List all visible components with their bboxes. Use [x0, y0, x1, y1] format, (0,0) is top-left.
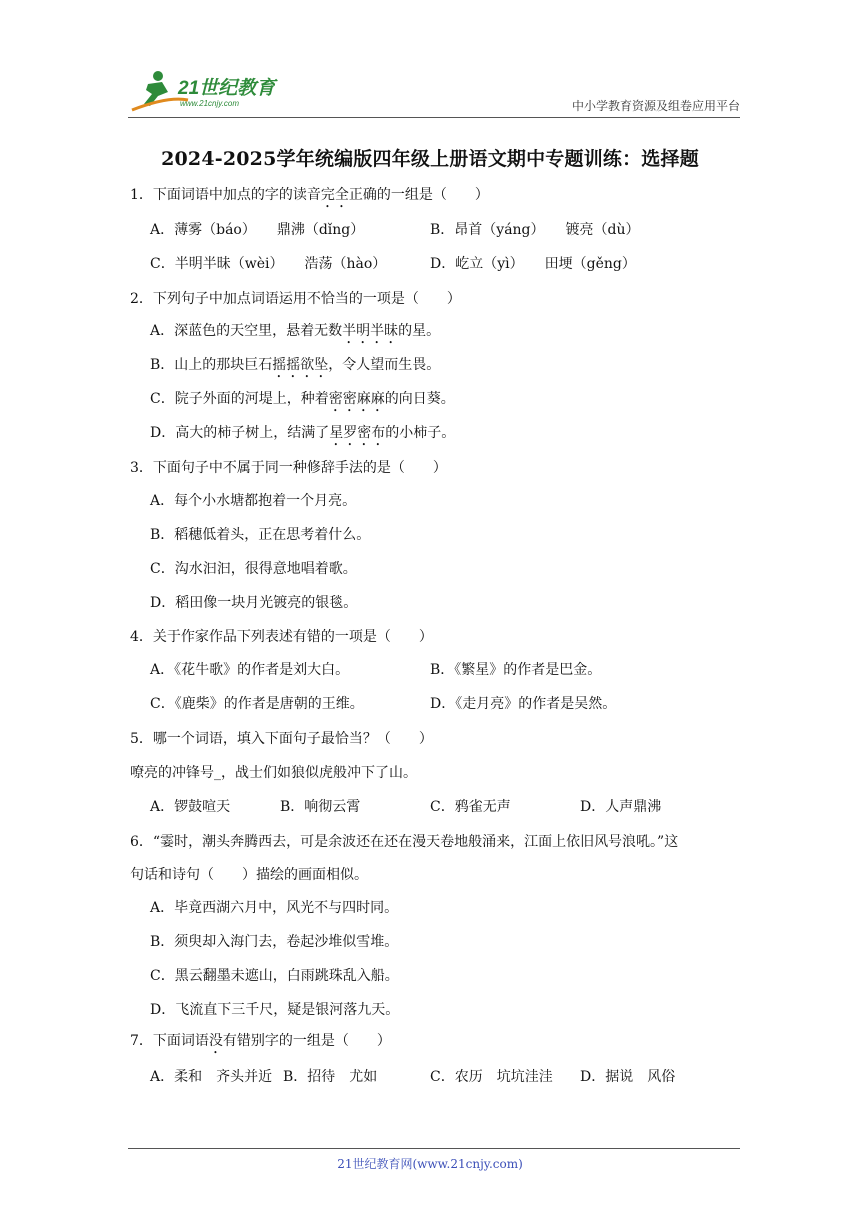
q6-option-a: A．毕竟西湖六月中，风光不与四时同。: [150, 900, 399, 916]
question-1-stem: 1．下面词语中加点的字的读音完全正确的一组是（ ）: [130, 187, 489, 203]
q3-option-d: D．稻田像一块月光镀亮的银毯。: [150, 595, 358, 611]
question-4-stem: 4．关于作家作品下列表述有错的一项是（ ）: [130, 629, 433, 645]
q4-option-b: B．《繁星》的作者是巴金。: [430, 662, 602, 678]
q1-option-a: A．薄雾（báo） 鼎沸（dǐng）: [150, 222, 365, 238]
question-3-stem: 3．下面句子中不属于同一种修辞手法的是（ ）: [130, 460, 447, 476]
q6-option-b: B．须臾却入海门去，卷起沙堆似雪堆。: [150, 934, 399, 950]
q7-option-d: D．据说 风俗: [580, 1069, 676, 1085]
q7-option-a: A．柔和 齐头并近: [150, 1069, 273, 1085]
q5-option-a: A．锣鼓喧天: [150, 799, 231, 815]
q5-option-d: D．人声鼎沸: [580, 799, 662, 815]
q4-option-c: C．《鹿柴》的作者是唐朝的王维。: [150, 696, 364, 712]
logo: [128, 66, 298, 112]
footer-divider: [128, 1148, 740, 1149]
page-header: [128, 66, 740, 118]
q2-option-b: B．山上的那块巨石摇摇欲坠，令人望而生畏。: [150, 357, 441, 373]
platform-name: 中小学教育资源及组卷应用平台: [571, 99, 740, 113]
q7-option-b: B．招待 尤如: [283, 1069, 378, 1085]
q5-option-b: B．响彻云霄: [280, 799, 361, 815]
question-5-sentence: 嘹亮的冲锋号_，战士们如狼似虎般冲下了山。: [130, 765, 417, 781]
footer-link[interactable]: 21世纪教育网(www.21cnjy.com): [337, 1157, 523, 1171]
question-7-stem: 7．下面词语没有错别字的一组是（ ）: [130, 1033, 391, 1049]
question-5-stem: 5．哪一个词语，填入下面句子最恰当？（ ）: [130, 731, 433, 747]
logo-url: www.21cnjy.com: [180, 99, 239, 108]
q2-option-a: A．深蓝色的天空里，悬着无数半明半昧的星。: [150, 323, 441, 339]
header-divider: [128, 117, 740, 118]
q2-option-c: C．院子外面的河堤上，种着密密麻麻的向日葵。: [150, 391, 455, 407]
q3-option-a: A．每个小水塘都抱着一个月亮。: [150, 493, 357, 509]
q2-option-d: D．高大的柿子树上，结满了星罗密布的小柿子。: [150, 425, 456, 441]
question-6-stem-line2: 句话和诗句（ ）描绘的画面相似。: [130, 867, 368, 883]
q6-option-c: C．黑云翻墨未遮山，白雨跳珠乱入船。: [150, 968, 399, 984]
q1-option-b: B．昂首（yáng） 镀亮（dù）: [430, 222, 640, 238]
q7-option-c: C．农历 坑坑洼洼: [430, 1069, 553, 1085]
q6-option-d: D．飞流直下三千尺，疑是银河落九天。: [150, 1002, 400, 1018]
logo-text: 21世纪教育: [178, 78, 276, 99]
question-6-stem-line1: 6．“霎时，潮头奔腾西去，可是余波还在还在漫天卷地般涌来，江面上依旧风号浪吼。”这: [130, 834, 679, 850]
q3-option-c: C．沟水汩汩，很得意地唱着歌。: [150, 561, 357, 577]
q1-option-d: D．屹立（yì） 田埂（gěng）: [430, 256, 636, 272]
page-title: 2024-2025学年统编版四年级上册语文期中专题训练：选择题: [161, 148, 699, 170]
q1-option-c: C．半明半昧（wèi） 浩荡（hào）: [150, 256, 387, 272]
q4-option-a: A．《花牛歌》的作者是刘大白。: [150, 662, 350, 678]
q5-option-c: C．鸦雀无声: [430, 799, 511, 815]
question-2-stem: 2．下列句子中加点词语运用不恰当的一项是（ ）: [130, 291, 461, 307]
q4-option-d: D．《走月亮》的作者是吴然。: [430, 696, 617, 712]
q3-option-b: B．稻穗低着头，正在思考着什么。: [150, 527, 371, 543]
